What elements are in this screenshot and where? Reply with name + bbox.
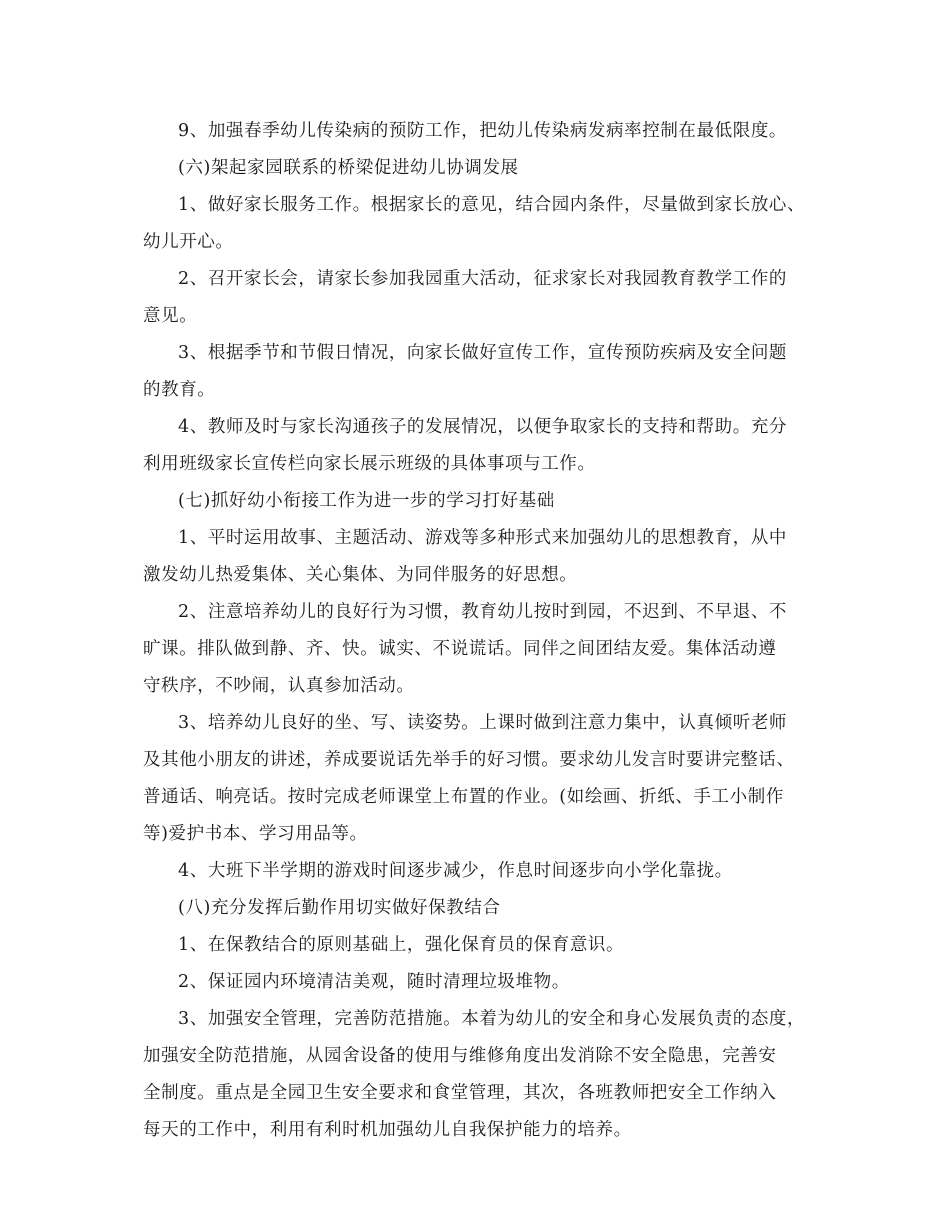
text-line: 普通话、响亮话。按时完成老师课堂上布置的作业。(如绘画、折纸、手工小制作 [143, 787, 784, 807]
text-line: 守秩序，不吵闹，认真参加活动。 [143, 676, 415, 696]
text-line: 幼儿开心。 [143, 232, 234, 252]
text-line: 每天的工作中，利用有利时机加强幼儿自我保护能力的培养。 [143, 1120, 632, 1140]
text-line: 1、在保教结合的原则基础上，强化保育员的保育意识。 [178, 935, 625, 955]
text-line: 4、大班下半学期的游戏时间逐步减少，作息时间逐步向小学化靠拢。 [178, 861, 733, 881]
text-line: 3、培养幼儿良好的坐、写、读姿势。上课时做到注意力集中，认真倾听老师 [178, 713, 788, 733]
text-line: 1、平时运用故事、主题活动、游戏等多种形式来加强幼儿的思想教育，从中 [178, 528, 788, 548]
text-line: 全制度。重点是全园卫生安全要求和食堂管理，其次，各班教师把安全工作纳入 [143, 1083, 777, 1103]
text-line: 的教育。 [143, 380, 216, 400]
text-line: 意见。 [143, 306, 198, 326]
text-line: 利用班级家长宣传栏向家长展示班级的具体事项与工作。 [143, 454, 596, 474]
text-line: 加强安全防范措施，从园舍设备的使用与维修角度出发消除不安全隐患，完善安 [143, 1046, 777, 1066]
text-line: 旷课。排队做到静、齐、快。诚实、不说谎话。同伴之间团结友爱。集体活动遵 [143, 639, 777, 659]
section-heading: (八)充分发挥后勤作用切实做好保教结合 [178, 898, 501, 918]
text-line: 等)爱护书本、学习用品等。 [143, 824, 368, 844]
text-line: 9、加强春季幼儿传染病的预防工作，把幼儿传染病发病率控制在最低限度。 [178, 121, 788, 141]
text-line: 2、保证园内环境清洁美观，随时清理垃圾堆物。 [178, 972, 570, 992]
text-line: 4、教师及时与家长沟通孩子的发展情况，以便争取家长的支持和帮助。充分 [178, 417, 788, 437]
text-line: 3、根据季节和节假日情况，向家长做好宣传工作，宣传预防疾病及安全问题 [178, 343, 788, 363]
text-line: 激发幼儿热爱集体、关心集体、为同伴服务的好思想。 [143, 565, 578, 585]
text-line: 1、做好家长服务工作。根据家长的意见，结合园内条件，尽量做到家长放心、 [178, 195, 806, 215]
text-line: 及其他小朋友的讲述，养成要说话先举手的好习惯。要求幼儿发言时要讲完整话、 [143, 750, 795, 770]
text-line: 3、加强安全管理，完善防范措施。本着为幼儿的安全和身心发展负责的态度， [178, 1009, 806, 1029]
section-heading: (六)架起家园联系的桥梁促进幼儿协调发展 [178, 158, 519, 178]
text-line: 2、召开家长会，请家长参加我园重大活动，征求家长对我园教育教学工作的 [178, 269, 788, 289]
section-heading: (七)抓好幼小衔接工作为进一步的学习打好基础 [178, 491, 555, 511]
text-line: 2、注意培养幼儿的良好行为习惯，教育幼儿按时到园，不迟到、不早退、不 [178, 602, 788, 622]
